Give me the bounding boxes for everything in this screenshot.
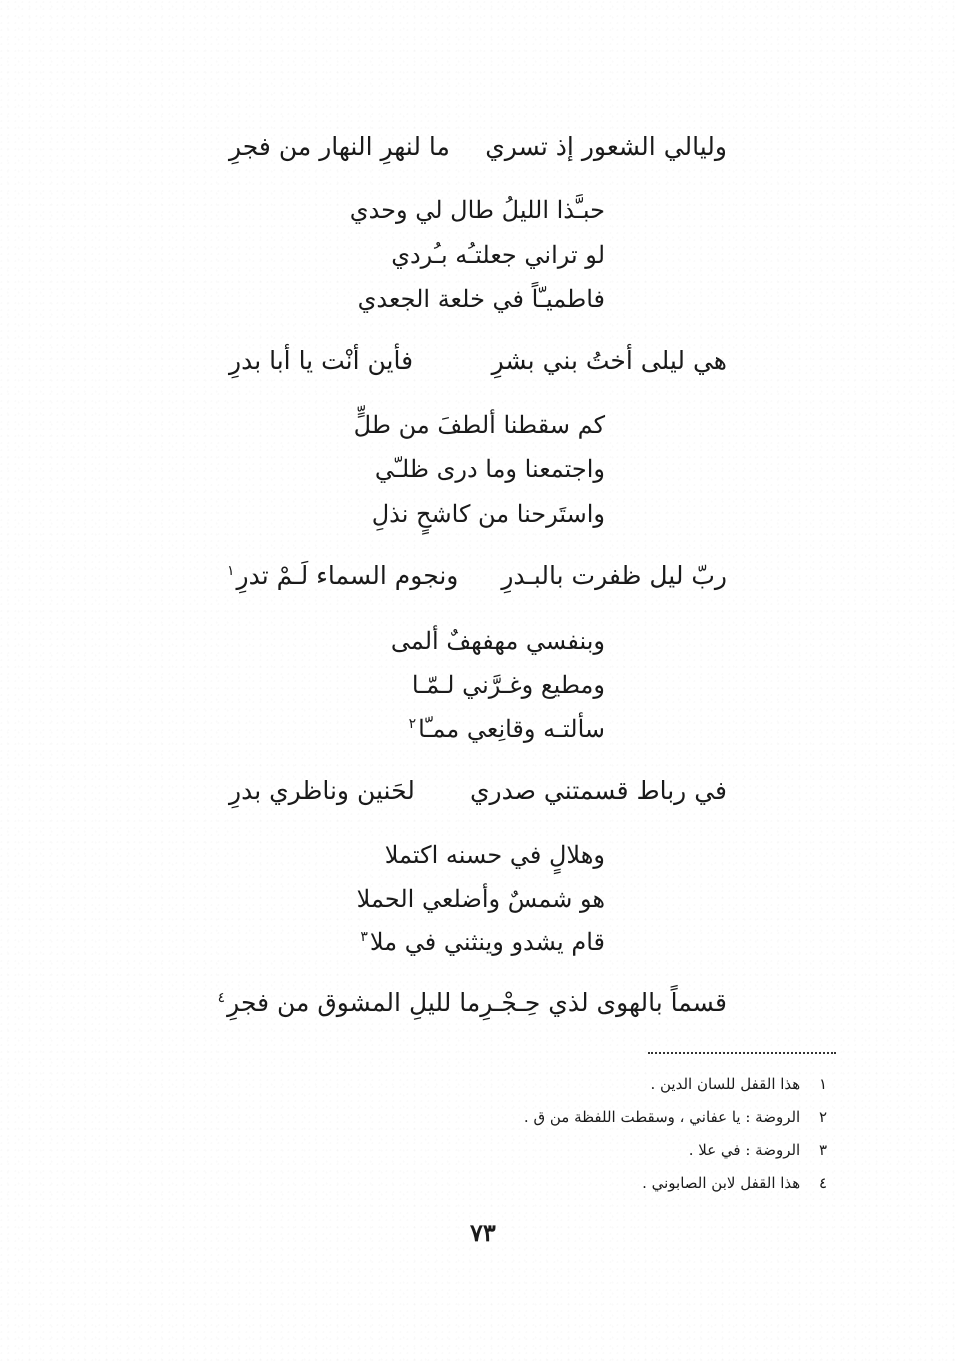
footnote-marker: ٢ xyxy=(408,716,417,732)
strophe-second-hemistich: لحَنين وناظري بدرِ xyxy=(229,776,415,805)
footnote xyxy=(524,1068,827,1101)
footnote-text: الروضة : في علا . xyxy=(688,1141,801,1159)
strophe-first-hemistich: وليالي الشعور إذ تسري xyxy=(485,132,727,161)
page-number: ٧٣ xyxy=(470,1218,496,1247)
strophe-first-hemistich: قسماً بالهوى لذي حِـجْـرِ xyxy=(480,988,727,1017)
verse-line: سألتـه وقانِعي ممـّا$^٢$ xyxy=(408,715,605,743)
strophe-line xyxy=(227,132,727,161)
strophe-second-hemistich: فأين أنْت يا أبا بدرِ xyxy=(229,346,414,375)
strophe-second-hemistich: ونجوم السماء لَـمْ تدرِ$^١$ xyxy=(227,561,459,590)
verse-line: فاطميـّاً في خلعة الجعدي xyxy=(357,285,605,313)
verse-line: وبنفسي مهفهفٌ ألمى xyxy=(390,627,605,655)
strophe-line xyxy=(227,776,727,805)
footnote-text: هذا القفل لابن الصابوني . xyxy=(642,1174,801,1192)
footnote xyxy=(524,1134,827,1167)
verse-line: واجتمعنا وما درى ظلـّي xyxy=(374,455,605,483)
strophe-second-hemistich: ما لليلِ المشوق من فجرِ$^٤$ xyxy=(217,988,481,1017)
strophe-line xyxy=(227,346,727,375)
footnote-text: الروضة : يا عفاني ، وسقطت اللفظة من ق . xyxy=(523,1108,801,1126)
strophe-first-hemistich: ربّ ليل ظفرت بالبـدرِ xyxy=(501,561,727,590)
strophe-second-hemistich: ما لنهرِ النهار من فجرِ xyxy=(229,132,450,161)
footnote-marker: ١ xyxy=(227,562,235,579)
footnote-marker: ٣ xyxy=(360,929,368,945)
verse-line: واستَرحنا من كاشحٍ نذلِ xyxy=(371,500,605,528)
footnotes xyxy=(524,1068,827,1200)
verse-line: كم سقطنا ألطفَ من طلٍّ xyxy=(353,411,605,439)
footnote-marker: ٤ xyxy=(217,989,226,1006)
strophe-first-hemistich: هي ليلى أختُ بني بشرِ xyxy=(491,346,727,375)
footnote xyxy=(524,1167,827,1200)
footnote-number: ٣ xyxy=(818,1141,827,1159)
footnote-divider xyxy=(648,1052,836,1054)
verse-line: هو شمسٌ وأضلعي الحملا xyxy=(356,885,605,913)
footnote-number: ٤ xyxy=(818,1174,827,1192)
verse-line: لو تراني جعلتـُه بـُردي xyxy=(391,241,605,269)
verse-line: ومطيع وغـرَّني لـمّـا xyxy=(411,671,605,699)
footnote xyxy=(524,1101,827,1134)
footnote-number: ١ xyxy=(818,1075,827,1093)
footnote-number: ٢ xyxy=(818,1108,827,1126)
verse-line: قام يشدو وينثني في ملا$^٣$ xyxy=(360,928,605,956)
verse-line: وهلالٍ في حسنه اكتملا xyxy=(384,841,605,869)
verse-line: حبـَّذا الليلُ طال لي وحدي xyxy=(349,196,605,224)
strophe-line xyxy=(217,988,727,1017)
strophe-first-hemistich: في رباط قسمتني صدري xyxy=(469,776,727,805)
footnote-text: هذا القفل للسان الدين . xyxy=(650,1075,801,1093)
strophe-line xyxy=(227,561,727,590)
